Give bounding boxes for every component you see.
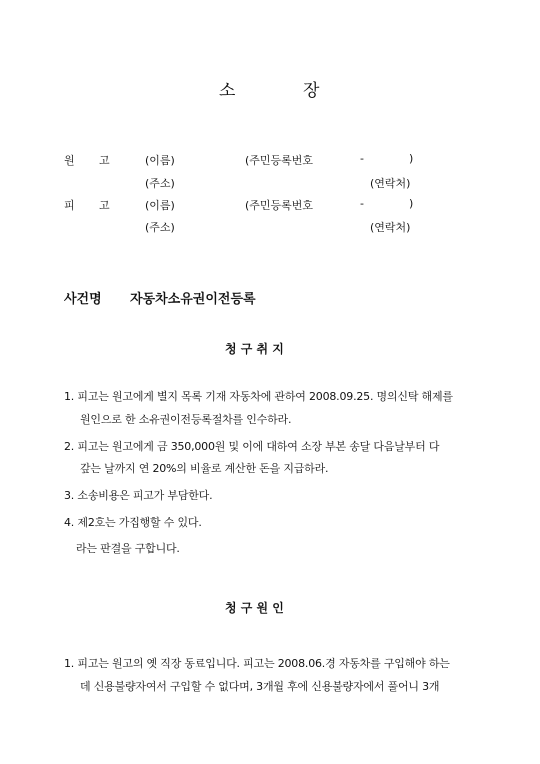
- title-char-so: 소: [219, 81, 236, 101]
- plaintiff-name-label: (이름): [145, 154, 175, 167]
- cause-heading: 청 구 원 인: [225, 601, 284, 615]
- plaintiff-address-label: (주소): [145, 177, 175, 190]
- plaintiff-role-char1: 원: [64, 154, 75, 167]
- defendant-role-char1: 피: [64, 199, 75, 212]
- defendant-role-char2: 고: [99, 199, 110, 212]
- defendant-id-dash: -: [360, 197, 364, 210]
- claim-3: 3. 소송비용은 피고가 부담한다.: [64, 489, 213, 502]
- title-char-jang: 장: [303, 81, 320, 101]
- defendant-id-close: ): [409, 197, 414, 210]
- plaintiff-id-label: (주민등록번호: [245, 154, 314, 167]
- claim-closing: 라는 판결을 구합니다.: [76, 542, 180, 555]
- plaintiff-contact-label: (연락처): [370, 177, 411, 190]
- case-label: 사건명: [64, 292, 102, 307]
- cause-1-line-1: 1. 피고는 원고의 옛 직장 동료입니다. 피고는 2008.06.경 자동차를 구입해야 하는: [64, 657, 450, 670]
- case-name: 자동차소유권이전등록: [130, 292, 256, 307]
- defendant-id-label: (주민등록번호: [245, 199, 314, 212]
- claim-4: 4. 제2호는 가집행할 수 있다.: [64, 516, 202, 529]
- claim-heading: 청 구 취 지: [225, 342, 284, 356]
- claim-1-line-2: 원인으로 한 소유권이전등록절차를 인수하라.: [80, 413, 292, 426]
- cause-1-line-2: 데 신용불량자여서 구입할 수 없다며, 3개월 후에 신용불량자에서 풀어니 3개: [80, 680, 440, 693]
- defendant-name-label: (이름): [145, 199, 175, 212]
- plaintiff-id-close: ): [409, 152, 414, 165]
- plaintiff-role-char2: 고: [99, 154, 110, 167]
- claim-2-line-2: 갚는 날까지 연 20%의 비율로 계산한 돈을 지급하라.: [80, 462, 329, 475]
- claim-2-line-1: 2. 피고는 원고에게 금 350,000원 및 이에 대하여 소장 부본 송달 다음날부터 다: [64, 440, 440, 453]
- defendant-contact-label: (연락처): [370, 221, 411, 234]
- plaintiff-id-dash: -: [360, 152, 364, 165]
- claim-1-line-1: 1. 피고는 원고에게 별지 목록 기재 자동차에 관하여 2008.09.25. 명의신탁 해제를: [64, 390, 453, 403]
- defendant-address-label: (주소): [145, 221, 175, 234]
